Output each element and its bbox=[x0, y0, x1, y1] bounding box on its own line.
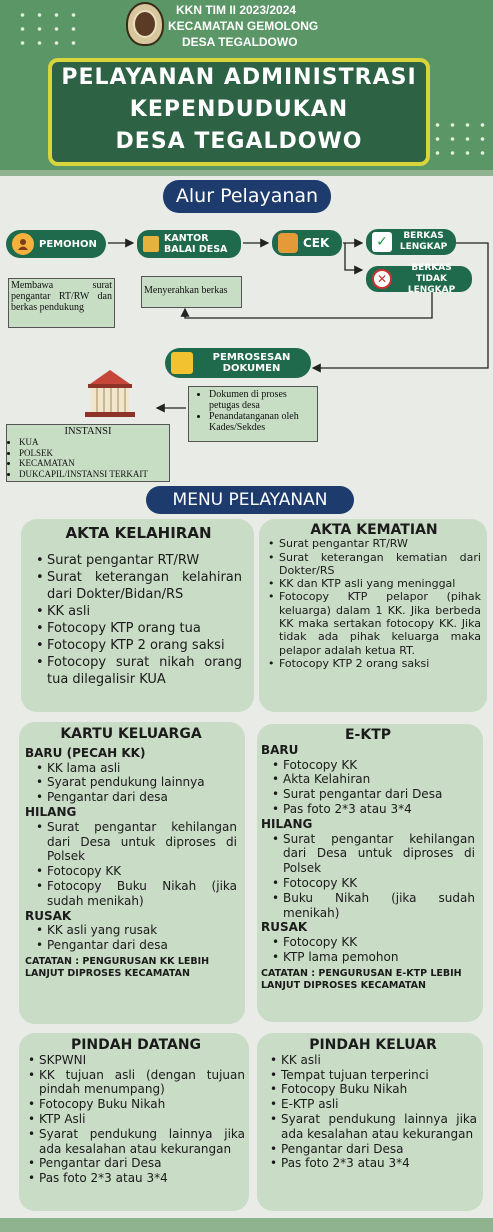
header-line1: KKN TIM II 2023/2024 bbox=[176, 3, 297, 17]
list-item: • Pengantar dari Desa bbox=[27, 1156, 245, 1171]
card-title: KARTU KELUARGA bbox=[60, 726, 202, 742]
list-item: • Pas foto 2*3 atau 3*4 bbox=[271, 802, 475, 817]
document-edit-icon bbox=[171, 352, 193, 374]
title-line1: PELAYANAN ADMINISTRASI bbox=[61, 65, 417, 90]
list-item: • KK asli yang rusak bbox=[35, 923, 237, 938]
list-item: • Surat pengantar kehilangan dari Desa untuk diproses di Polsek bbox=[35, 820, 237, 864]
list-item: • Surat pengantar RT/RW bbox=[267, 537, 481, 550]
berkas-tidak-lengkap-box bbox=[366, 262, 472, 295]
footer-band bbox=[0, 1218, 493, 1232]
list-item: • Pas foto 2*3 atau 3*4 bbox=[27, 1171, 245, 1186]
list-item: • Fotocopy KTP orang tua bbox=[35, 620, 242, 637]
title-line3: DESA TEGALDOWO bbox=[115, 129, 363, 154]
list-item: • Tempat tujuan terperinci bbox=[269, 1068, 477, 1083]
x-icon: ✕ bbox=[372, 269, 392, 289]
list-item: • Surat pengantar kehilangan dari Desa untuk diproses di Polsek bbox=[271, 832, 475, 876]
instansi-item: • KECAMATAN bbox=[19, 458, 167, 469]
section-label: RUSAK bbox=[261, 920, 308, 935]
menu-pelayanan-heading: MENU PELAYANAN bbox=[146, 486, 354, 514]
cek-box bbox=[272, 230, 342, 256]
proses-item: • Penandatanganan oleh Kades/Sekdes bbox=[209, 411, 315, 433]
list-item: • KK asli bbox=[269, 1053, 477, 1068]
section-label: BARU (PECAH KK) bbox=[25, 745, 146, 760]
person-icon bbox=[12, 233, 34, 255]
list-item: • Pengantar dari desa bbox=[35, 790, 237, 805]
list-item: • Fotocopy KTP 2 orang saksi bbox=[35, 637, 242, 654]
building-icon bbox=[143, 236, 159, 252]
note-proses bbox=[188, 386, 318, 442]
card-title: E-KTP bbox=[344, 727, 392, 743]
catatan-kk: CATATAN : PENGURUSAN KK LEBIH LANJUT DIPROSES KECAMATAN bbox=[25, 955, 210, 979]
list-item: • Fotocopy KTP 2 orang saksi bbox=[267, 657, 481, 670]
list-item: • E-KTP asli bbox=[269, 1097, 477, 1112]
list-item: • KK asli bbox=[35, 603, 242, 620]
list-item: • Surat pengantar RT/RW bbox=[35, 552, 242, 569]
list-item: • Fotocopy surat nikah orang tua dilegalisir KUA bbox=[35, 654, 242, 688]
list-item: • Syarat pendukung lainnya jika ada kesalahan atau kekurangan bbox=[27, 1127, 245, 1157]
list-item: • Surat keterangan kelahiran dari Dokter/Bidan/RS bbox=[35, 569, 242, 603]
list-item: • KTP lama pemohon bbox=[271, 950, 475, 965]
card-title: AKTA KELAHIRAN bbox=[65, 524, 212, 542]
instansi-item: • DUKCAPIL/INSTANSI TERKAIT bbox=[19, 469, 167, 480]
section-label: HILANG bbox=[25, 804, 77, 819]
list-item: • KK lama asli bbox=[35, 761, 237, 776]
list-item: • Pas foto 2*3 atau 3*4 bbox=[269, 1156, 477, 1171]
akta-kematian-card bbox=[259, 519, 487, 712]
berkas-lengkap-box bbox=[366, 229, 456, 255]
pemrosesan-box bbox=[165, 348, 311, 378]
header-line3: DESA TEGALDOWO bbox=[182, 35, 298, 49]
kantor-label: KANTOR BALAI DESA bbox=[164, 233, 228, 255]
catatan-ektp: CATATAN : PENGURUSAN E-KTP LEBIH LANJUT DIPROSES KECAMATAN bbox=[261, 967, 462, 991]
list-item: • KTP Asli bbox=[27, 1112, 245, 1127]
list-item: • Fotocopy Buku Nikah (jika sudah menikah) bbox=[35, 879, 237, 909]
title-line2: KEPENDUDUKAN bbox=[129, 97, 349, 122]
list-item: • Pengantar dari desa bbox=[35, 938, 237, 953]
note-pemohon: Membawa surat pengantar RT/RW dan berkas pendukung bbox=[8, 278, 115, 328]
card-title: PINDAH KELUAR bbox=[309, 1037, 437, 1053]
note-kantor: Menyerahkan berkas bbox=[141, 276, 242, 308]
kantor-box bbox=[137, 230, 241, 258]
proses-label: PEMROSESAN DOKUMEN bbox=[212, 352, 291, 374]
instansi-item: • KUA bbox=[19, 437, 167, 448]
instansi-box bbox=[6, 424, 170, 482]
list-item: • SKPWNI bbox=[27, 1053, 245, 1068]
inspector-icon bbox=[278, 233, 298, 253]
section-label: HILANG bbox=[261, 816, 313, 831]
list-item: • Fotocopy Buku Nikah bbox=[27, 1097, 245, 1112]
check-icon: ✓ bbox=[372, 232, 392, 252]
pemohon-label: PEMOHON bbox=[39, 238, 97, 250]
list-item: • Fotocopy KK bbox=[35, 864, 237, 879]
list-item: • Fotocopy KTP pelapor (pihak keluarga) dalam 1 KK. Jika berbeda KK maka sertakan fotocopy KK. Jika tidak ada pihak keluarga maka pelapor adalah ketua RT. bbox=[267, 590, 481, 656]
list-item: • Fotocopy KK bbox=[271, 758, 475, 773]
list-item: • Syarat pendukung lainnya jika ada kesalahan atau kekurangan bbox=[269, 1112, 477, 1142]
list-item: • Pengantar dari Desa bbox=[269, 1142, 477, 1157]
section-label: BARU bbox=[261, 742, 299, 757]
institution-building-icon bbox=[85, 370, 135, 418]
list-item: • KK dan KTP asli yang meninggal bbox=[267, 577, 481, 590]
ektp-card bbox=[257, 724, 483, 1022]
list-item: • Fotocopy Buku Nikah bbox=[269, 1082, 477, 1097]
instansi-title: INSTANSI bbox=[64, 426, 112, 437]
instansi-item: • POLSEK bbox=[19, 448, 167, 459]
list-item: • Fotocopy KK bbox=[271, 876, 475, 891]
list-item: • Akta Kelahiran bbox=[271, 772, 475, 787]
lengkap-label: BERKAS LENGKAP bbox=[399, 231, 448, 252]
pindah-keluar-card bbox=[257, 1033, 483, 1211]
pindah-datang-card bbox=[19, 1033, 249, 1211]
proses-item: • Dokumen di proses petugas desa bbox=[209, 389, 315, 411]
list-item: • Surat keterangan kematian dari Dokter/RS bbox=[267, 551, 481, 578]
card-title: PINDAH DATANG bbox=[70, 1037, 202, 1053]
header-line2: KECAMATAN GEMOLONG bbox=[168, 19, 319, 33]
akta-kelahiran-card bbox=[21, 519, 254, 712]
section-label: RUSAK bbox=[25, 908, 72, 923]
list-item: • KK tujuan asli (dengan tujuan pindah menumpang) bbox=[27, 1068, 245, 1098]
list-item: • Syarat pendukung lainnya bbox=[35, 775, 237, 790]
pemohon-box bbox=[6, 230, 106, 258]
alur-pelayanan-heading: Alur Pelayanan bbox=[163, 180, 331, 213]
card-title: AKTA KEMATIAN bbox=[310, 522, 438, 538]
list-item: • Fotocopy KK bbox=[271, 935, 475, 950]
kartu-keluarga-card bbox=[19, 722, 245, 1024]
cek-label: CEK bbox=[303, 235, 330, 250]
tidak-label: BERKAS TIDAK LENGKAP bbox=[407, 262, 456, 295]
list-item: • Buku Nikah (jika sudah menikah) bbox=[271, 891, 475, 921]
list-item: • Surat pengantar dari Desa bbox=[271, 787, 475, 802]
